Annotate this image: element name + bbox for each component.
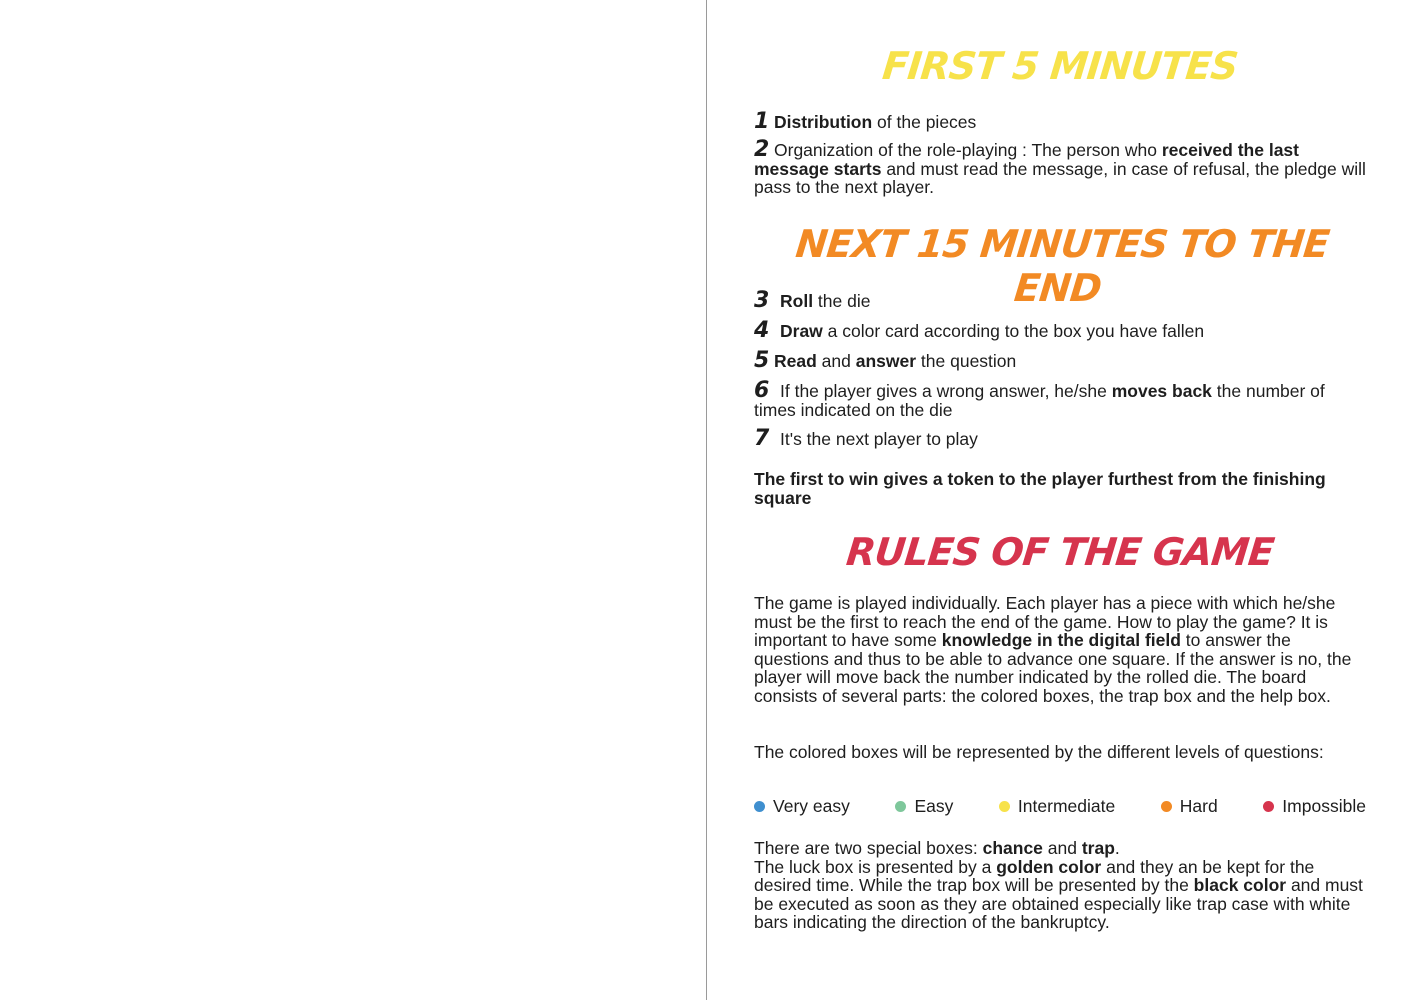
intermediate-dot-icon [999, 801, 1010, 812]
step-bold: Draw [780, 321, 823, 341]
step-number: 4 [754, 318, 770, 343]
level-label: Impossible [1282, 796, 1366, 816]
heading-rules-of-the-game: RULES OF THE GAME [844, 530, 1276, 574]
level-impossible [1263, 796, 1366, 817]
step-4 [754, 318, 1366, 343]
step-number: 1 [754, 109, 770, 134]
level-hard [1161, 796, 1218, 817]
step-bold: Read [774, 351, 817, 371]
rules-bold: knowledge in the digital field [941, 630, 1181, 650]
level-intermediate [999, 796, 1115, 817]
step-5 [754, 348, 1366, 373]
rules-text: and they an be kept for the desired time. While the trap box will be presented by the [754, 856, 1315, 895]
step-6 [754, 378, 1366, 420]
step-text: and must read the message, in case of refusal, the pledge will pass to the next player. [754, 158, 1366, 197]
step-number: 7 [754, 426, 770, 451]
winner-note: The first to win gives a token to the player furthest from the finishing square [754, 469, 1326, 508]
step-7 [754, 426, 1366, 451]
heading-first-5-minutes: FIRST 5 MINUTES [880, 44, 1240, 88]
rules-text: The game is played individually. Each player has a piece with which he/she must be the first to reach the end of the game. How to play the game? It is important to have some [754, 593, 1336, 650]
rules-paragraph-3 [754, 839, 1366, 932]
rules-paragraph-1 [754, 594, 1366, 705]
difficulty-levels-legend [754, 796, 1366, 817]
step-number: 5 [754, 348, 770, 373]
step-text: of the pieces [872, 112, 977, 132]
level-label: Easy [914, 796, 954, 816]
rules-text: and must be executed as soon as they are obtained especially like trap case with white bars indicating the direction of the bankruptcy. [754, 875, 1363, 932]
page-divider [706, 0, 707, 1000]
step-number: 3 [754, 288, 770, 313]
step-text: the question [916, 351, 1017, 371]
rules-bold: chance [982, 838, 1043, 858]
level-easy [895, 796, 953, 817]
level-label: Intermediate [1017, 796, 1116, 816]
rules-text: and [1042, 838, 1082, 858]
step-bold: answer [855, 351, 917, 371]
level-label: Very easy [773, 796, 850, 816]
step-text: It's the next player to play [780, 429, 978, 449]
step-2 [754, 137, 1366, 197]
hard-dot-icon [1161, 801, 1172, 812]
heading-next-15-minutes: NEXT 15 MINUTES TO THE END [793, 222, 1331, 310]
very-easy-dot-icon [754, 801, 765, 812]
step-text: a color card according to the box you have fallen [822, 321, 1205, 341]
rules-text: The luck box is presented by a [754, 856, 997, 877]
step-text: and [816, 351, 856, 371]
easy-dot-icon [895, 801, 906, 812]
rules-text: . [1114, 838, 1120, 858]
step-bold: moves back [1111, 381, 1212, 401]
step-text: Organization of the role-playing : The person who [774, 140, 1162, 160]
step-bold: Distribution [774, 112, 873, 132]
left-blank-page [0, 0, 706, 1000]
step-1 [754, 109, 1366, 134]
level-very-easy [754, 796, 850, 817]
step-text: If the player gives a wrong answer, he/she [780, 381, 1112, 401]
level-label: Hard [1179, 796, 1218, 816]
rules-text: to answer the questions and thus to be able to advance one square. If the answer is no, the player will move back the number indicated by the rolled die. The board consists of several parts: the colored boxes, the trap box and the help box. [754, 630, 1352, 706]
step-bold: Roll [780, 291, 814, 311]
rules-text: There are two special boxes: [754, 838, 983, 858]
step-text: the die [813, 291, 871, 311]
step-3 [754, 288, 1366, 313]
step-number: 2 [754, 137, 770, 162]
rules-bold: trap [1081, 838, 1115, 858]
rules-paragraph-2: The colored boxes will be represented by the different levels of questions: [754, 742, 1324, 762]
rules-bold: golden color [996, 856, 1102, 877]
step-number: 6 [754, 378, 770, 403]
right-page [754, 0, 1366, 1000]
step-bold: received the last message starts [754, 140, 1299, 179]
rules-bold: black color [1193, 875, 1287, 895]
impossible-dot-icon [1263, 801, 1274, 812]
step-text: the number of times indicated on the die [754, 381, 1325, 420]
